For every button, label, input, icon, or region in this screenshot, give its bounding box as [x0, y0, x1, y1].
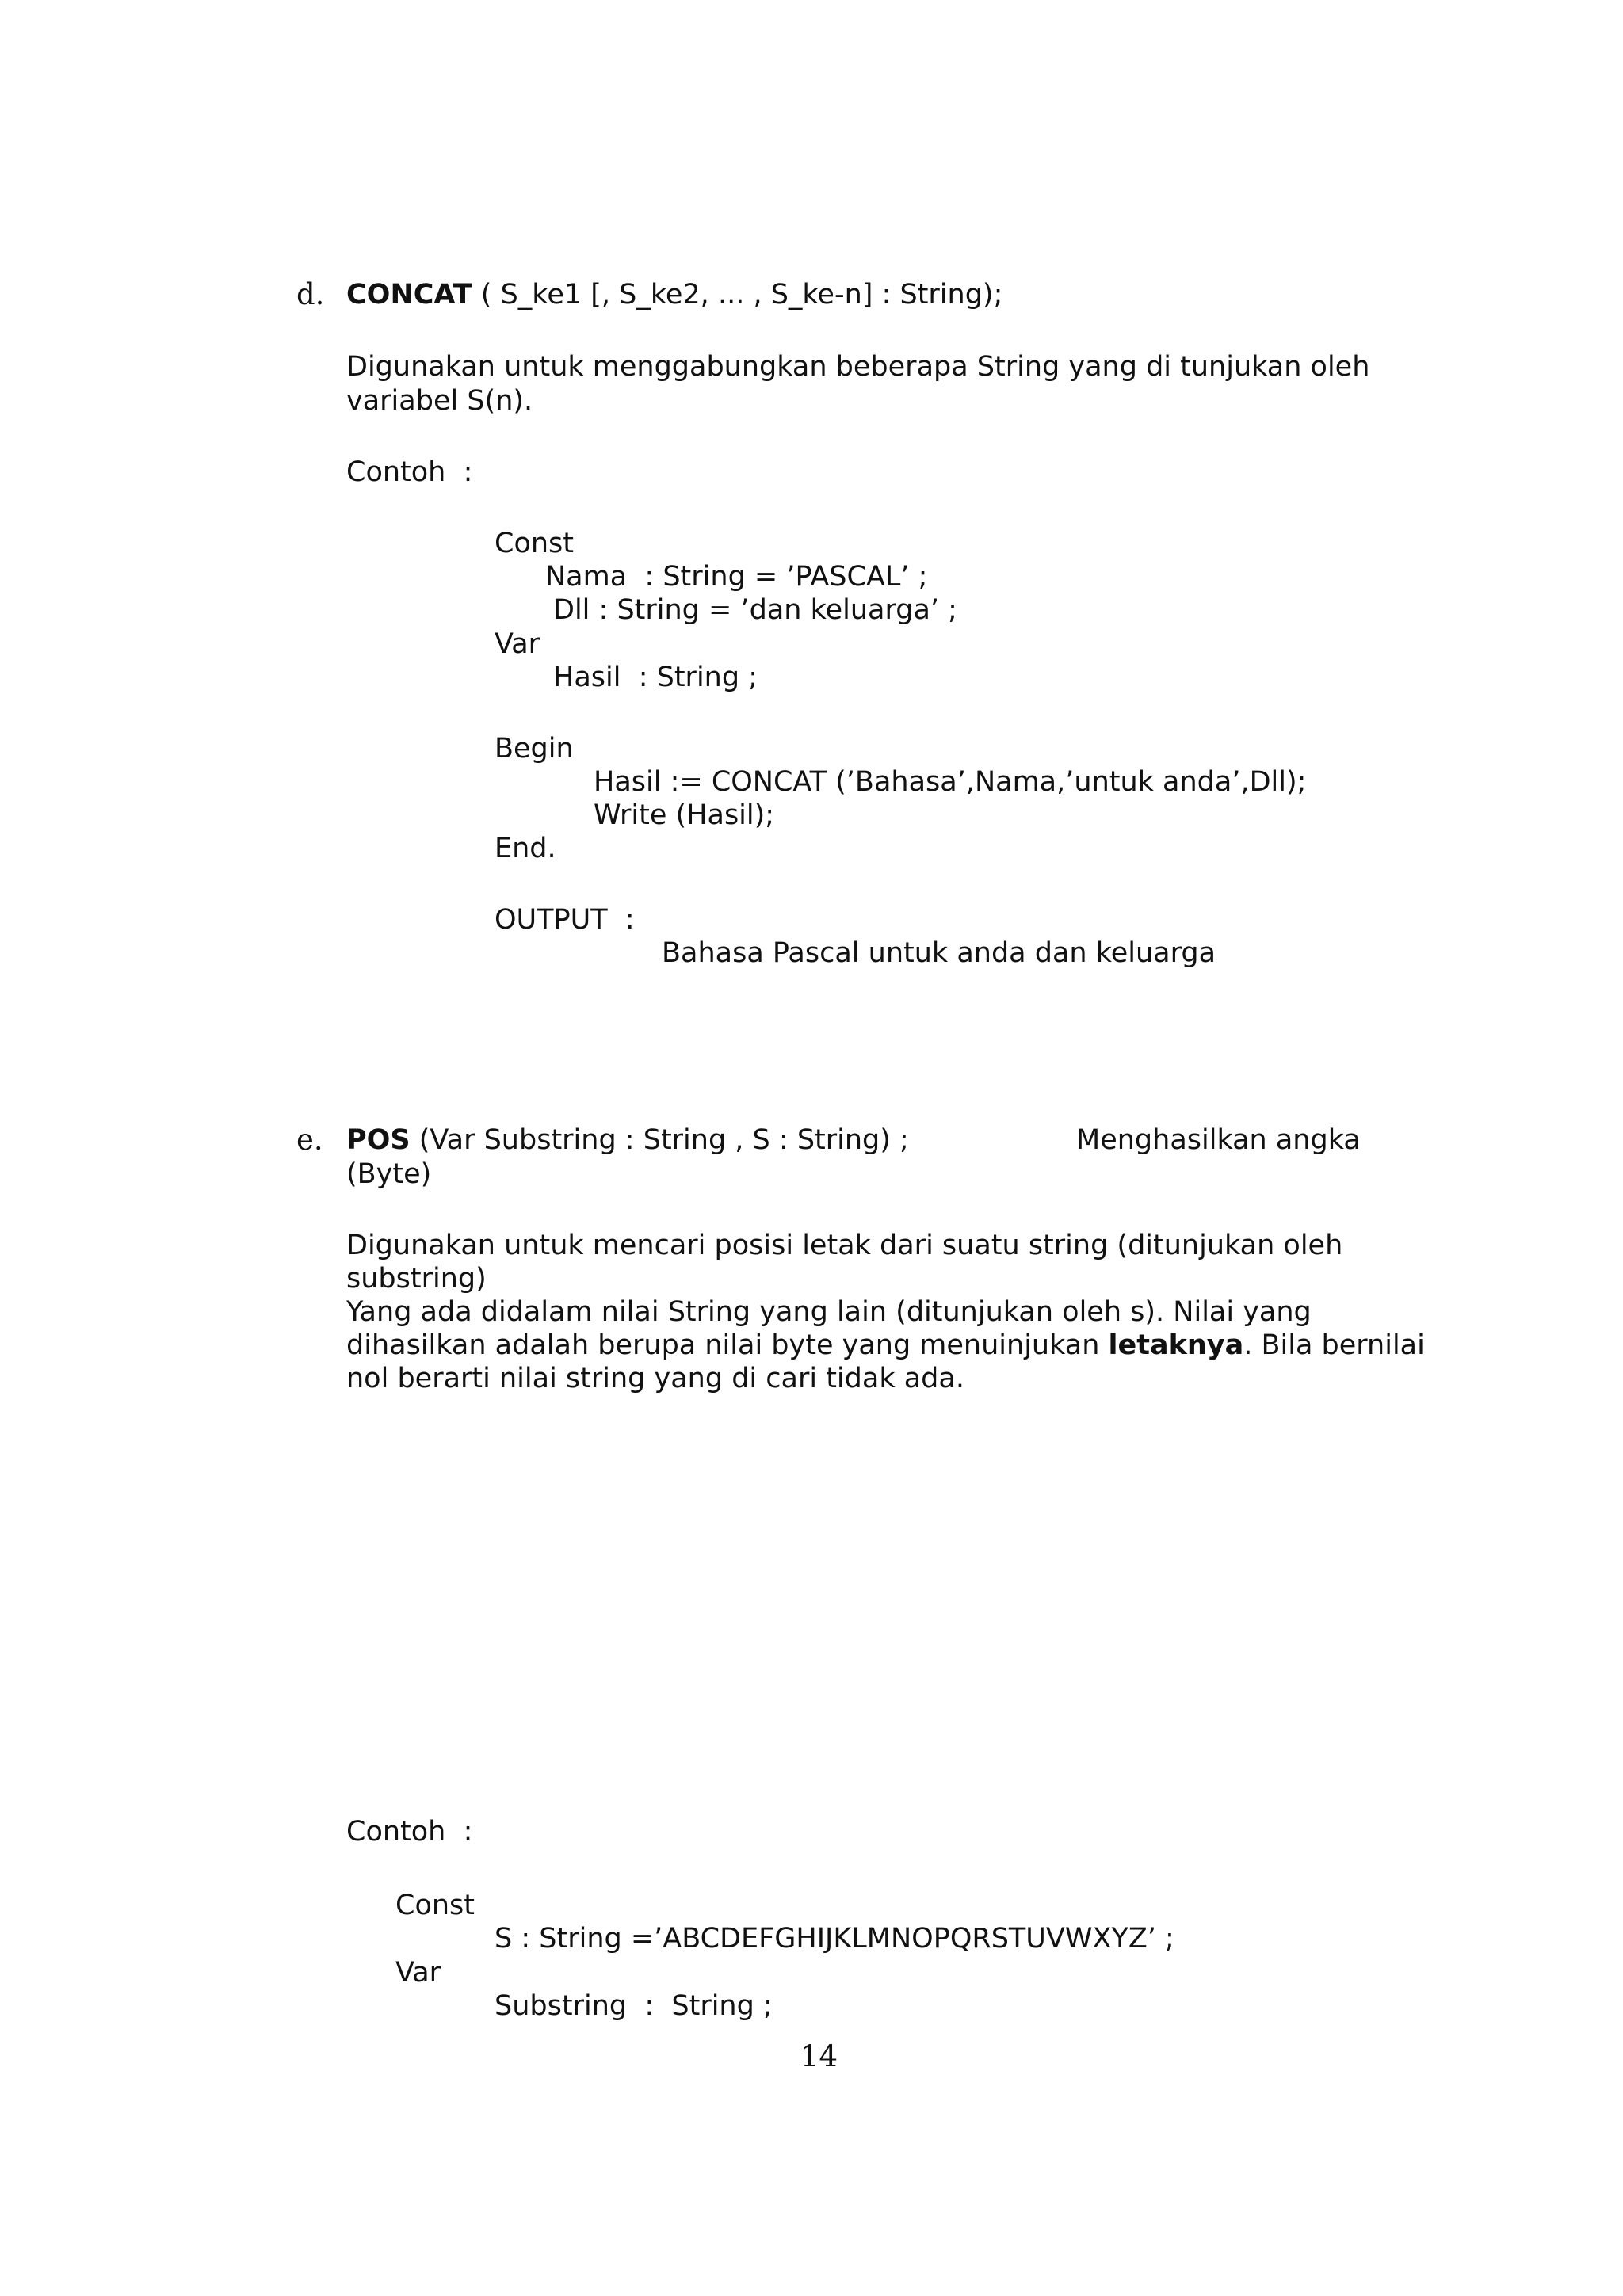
pos-example-label: Contoh :: [346, 1816, 473, 1848]
pos-description-line-4: [346, 1329, 1425, 1362]
section-d-heading: [346, 278, 1002, 311]
concat-code-nama: Nama : String = ’PASCAL’ ;: [545, 561, 928, 593]
pos-description-line-3: Yang ada didalam nilai String yang lain (ditunjukan oleh s). Nilai yang: [346, 1296, 1312, 1328]
concat-code-hasil-decl: Hasil : String ;: [553, 662, 758, 693]
pos-description-line-5: nol berarti nilai string yang di cari tidak ada.: [346, 1363, 964, 1394]
concat-description-line-1: Digunakan untuk menggabungkan beberapa String yang di tunjukan oleh: [346, 351, 1370, 383]
concat-code-end: End.: [495, 833, 556, 864]
concat-code-write: Write (Hasil);: [594, 799, 775, 831]
pos-description-line-4-start: dihasilkan adalah berupa nilai byte yang menuinjukan: [346, 1329, 1109, 1361]
concat-example-label: Contoh :: [346, 456, 473, 488]
concat-output-label: OUTPUT :: [495, 904, 635, 936]
pos-function-name: POS: [346, 1124, 411, 1156]
pos-signature: (Var Substring : String , S : String) ;: [410, 1124, 909, 1156]
pos-code-const: Const: [395, 1890, 475, 1921]
section-e-marker: e.: [296, 1123, 323, 1157]
concat-function-name: CONCAT: [346, 279, 472, 311]
concat-code-dll: Dll : String = ’dan keluarga’ ;: [553, 594, 957, 626]
letaknya-emphasis: letaknya: [1108, 1329, 1244, 1361]
concat-output-value: Bahasa Pascal untuk anda dan keluarga: [662, 937, 1216, 969]
concat-code-var: Var: [495, 628, 540, 660]
pos-result-note: Menghasilkan angka: [1076, 1124, 1361, 1156]
section-e-heading: [346, 1123, 909, 1157]
section-d-marker: d.: [296, 277, 325, 311]
pos-description-line-2: substring): [346, 1263, 487, 1295]
pos-result-type: (Byte): [346, 1158, 432, 1190]
concat-signature: ( S_ke1 [, S_ke2, ... , S_ke-n] : String);: [472, 279, 1003, 311]
pos-code-s-decl: S : String =’ABCDEFGHIJKLMNOPQRSTUVWXYZ’ ;: [495, 1923, 1174, 1955]
page-number: 14: [800, 2039, 838, 2073]
concat-description-line-2: variabel S(n).: [346, 385, 533, 417]
concat-code-const: Const: [495, 528, 574, 559]
pos-description-line-4-end: . Bila bernilai: [1243, 1329, 1425, 1361]
pos-code-var: Var: [395, 1957, 441, 1989]
concat-code-assign: Hasil := CONCAT (’Bahasa’,Nama,’untuk anda’,Dll);: [594, 766, 1307, 798]
concat-code-begin: Begin: [495, 733, 574, 765]
pos-code-substring-decl: Substring : String ;: [495, 1990, 773, 2022]
pos-description-line-1: Digunakan untuk mencari posisi letak dari suatu string (ditunjukan oleh: [346, 1230, 1343, 1261]
